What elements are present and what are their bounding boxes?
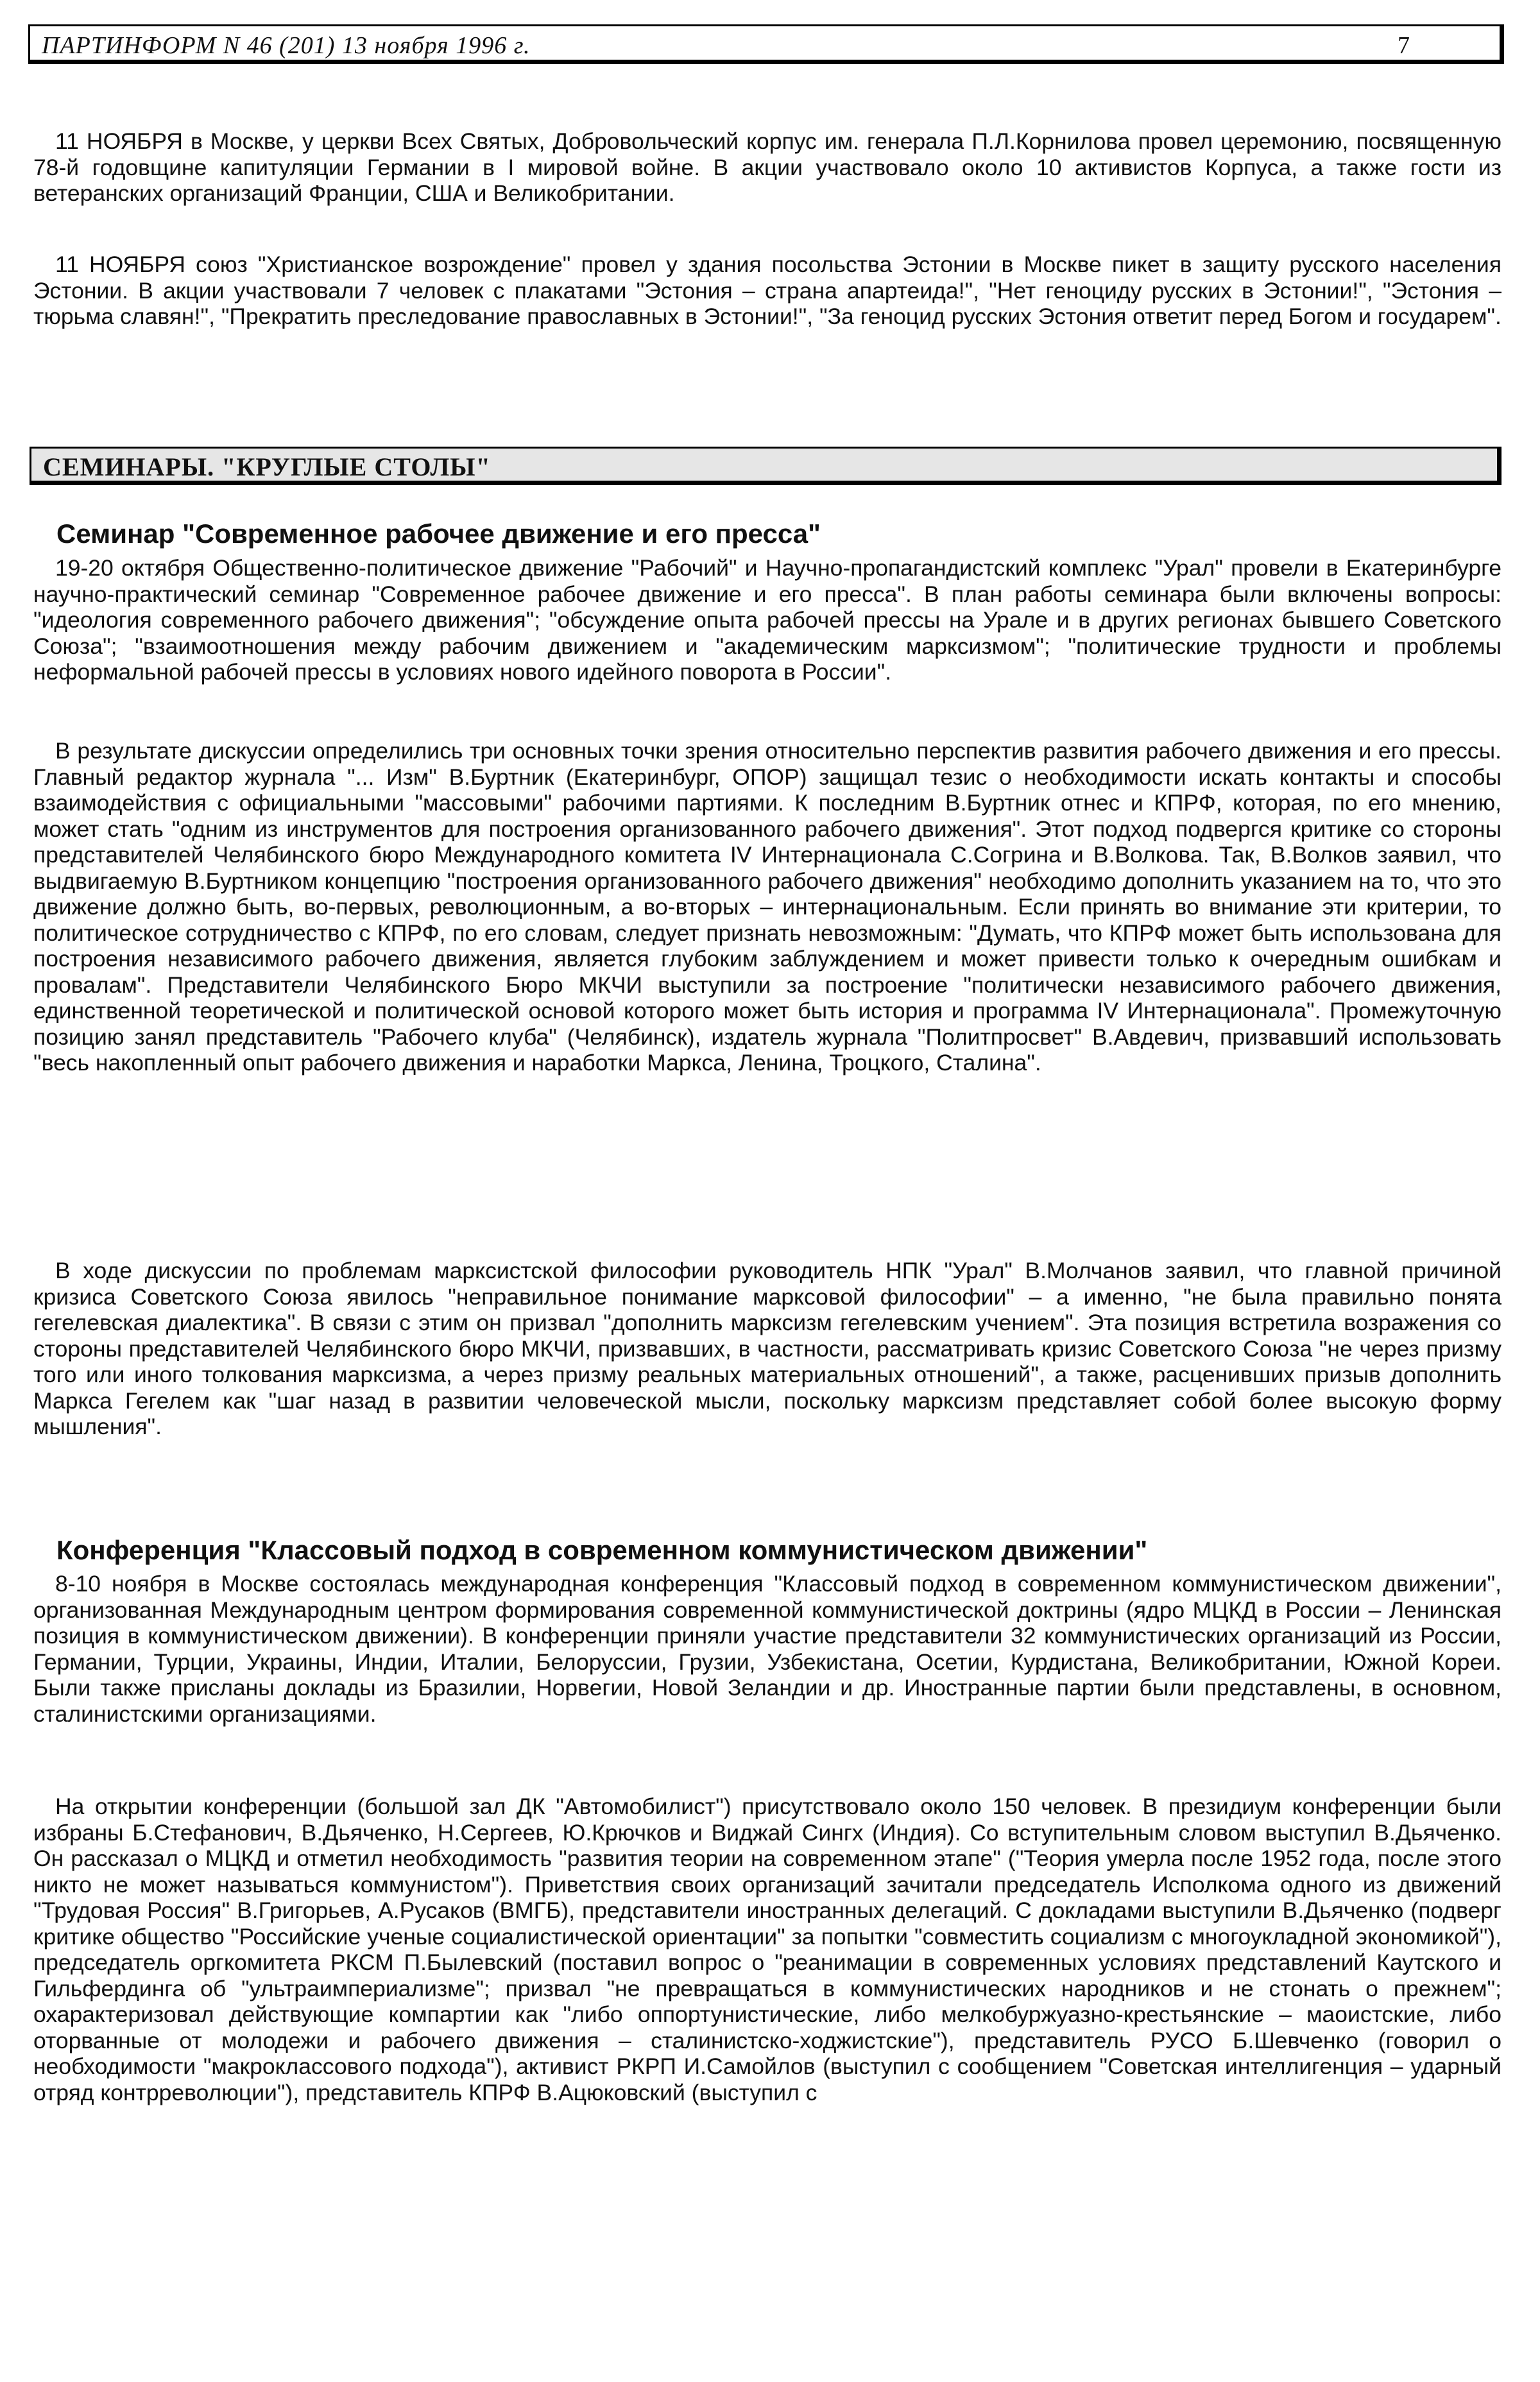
article-paragraph: 19-20 октября Общественно-политическое движение "Рабочий" и Научно-пропагандистский комплекс "Урал" провели в Екатеринбурге научно-практический семинар "Современное рабочее движение и его пресса". В план работы семинара были включены вопросы: "идеология современного рабочего движения"; "обсуждение опыта рабочей прессы на Урале и в других регионах бывшего Советского Союза"; "взаимоотношения между рабочим движением и "академическим марксизмом"; "политические трудности и проблемы неформальной рабочей прессы в условиях нового идейного поворота в России". — [33, 555, 1502, 685]
article-paragraph: В ходе дискуссии по проблемам марксистской философии руководитель НПК "Урал" В.Молчанов заявил, что главной причиной кризиса Советского Союза явилось "неправильное понимание марксовой философии" – а именно, "не была правильно понята гегелевская диалектика". В связи с этим он призвал "дополнить марксизм гегелевским учением". Эта позиция встретила возражения со стороны представителей Челябинского бюро МКЧИ, призвавших, в частности, рассматривать кризис Советского Союза "не через призму того или иного толкования марксизма, а через призму реальных материальных отношений", а также, расценивших призыв дополнить Маркса Гегелем как "шаг назад в развитии человеческой мысли, поскольку марксизм представляет собой более высокую форму мышления". — [33, 1258, 1502, 1439]
article-heading: Семинар "Современное рабочее движение и его пресса" — [56, 518, 821, 549]
publication-title: ПАРТИНФОРМ N 46 (201) 13 ноября 1996 г. — [42, 32, 531, 59]
article-paragraph: На открытии конференции (большой зал ДК "Автомобилист") присутствовало около 150 человек. В президиум конференции были избраны Б.Стефанович, В.Дьяченко, Н.Сергеев, Ю.Крючков и Виджай Сингх (Индия). Со вступительным словом выступил В.Дьяченко. Он рассказал о МЦКД и отметил необходимость "развития теории на современном этапе" ("Теория умерла после 1952 года, после этого никто не может называться коммунистом"). Приветствия своих организаций зачитали председатель Исполкома одного из движений "Трудовая Россия" В.Григорьев, А.Русаков (ВМГБ), представители иностранных делегаций. С докладами выступили В.Дьяченко (подверг критике общество "Российские ученые социалистической ориентации" за попытки "совместить социализм с многоукладной экономикой"), председатель оргкомитета РКСМ П.Былевский (поставил вопрос о "реанимации в современных условиях представлений Каутского и Гильфердинга об "ультраимпериализме"; призвал "не превращаться в коммунистических народников и не стонать о прежнем"; охарактеризовал действующие компартии как "либо оппортунистические, либо мелкобуржуазно-крестьянские – маоистские, либо оторванные от молодежи и рабочего движения – сталинистско-ходжистские"), представитель РУСО Б.Шевченко (говорил о необходимости "макроклассового подхода"), активист РКРП И.Самойлов (выступил с сообщением "Советская интеллигенция – ударный отряд контрреволюции"), представитель КПРФ В.Ацюковский (выступил с — [33, 1794, 1502, 2105]
article-paragraph: 8-10 ноября в Москве состоялась международная конференция "Классовый подход в современном коммунистическом движении", организованная Международным центром формирования современной коммунистической доктрины (ядро МЦКД в России – Ленинская позиция в коммунистическом движении). В конференции приняли участие представители 32 коммунистических организаций из России, Германии, Турции, Украины, Индии, Италии, Белоруссии, Грузии, Узбекистана, Осетии, Курдистана, Великобритании, Южной Кореи. Были также присланы доклады из Бразилии, Норвегии, Новой Зеландии и др. Иностранные партии были представлены, в основном, сталинистскими организациями. — [33, 1571, 1502, 1727]
article-heading: Конференция "Классовый подход в современном коммунистическом движении" — [56, 1535, 1148, 1565]
news-item: 11 НОЯБРЯ союз "Христианское возрождение" провел у здания посольства Эстонии в Москве пикет в защиту русского населения Эстонии. В акции участвовали 7 человек с плакатами "Эстония – страна апартеида!", "Нет геноциду русских в Эстонии!", "Эстония – тюрьма славян!", "Прекратить преследование православных в Эстонии!", "За геноцид русских Эстония ответит перед Богом и государем". — [33, 252, 1502, 329]
page-header — [28, 24, 1504, 64]
news-item: 11 НОЯБРЯ в Москве, у церкви Всех Святых, Добровольческий корпус им. генерала П.Л.Корнилова провел церемонию, посвященную 78-й годовщине капитуляции Германии в I мировой войне. В акции участвовало около 10 активистов Корпуса, а также гости из ветеранских организаций Франции, США и Великобритании. — [33, 128, 1502, 206]
article-paragraph: В результате дискуссии определились три основных точки зрения относительно перспектив развития рабочего движения и его прессы. Главный редактор журнала "... Изм" В.Буртник (Екатеринбург, ОПОР) защищал тезис о необходимости искать контакты и способы взаимодействия с официальными "массовыми" рабочими партиями. К последним В.Буртник отнес и КПРФ, которая, по его мнению, может стать "одним из инструментов для построения организованного рабочего движения". Этот подход подвергся критике со стороны представителей Челябинского бюро Международного комитета IV Интернационала С.Согрина и В.Волкова. Так, В.Волков заявил, что выдвигаемую В.Буртником концепцию "построения организованного рабочего движения" необходимо дополнить указанием на то, что это движение должно быть, во-первых, революционным, а во-вторых – интернациональным. Если принять во внимание эти критерии, то политическое сотрудничество с КПРФ, по его словам, следует признать невозможным: "Думать, что КПРФ может быть использована для построения независимого рабочего движения, является глубоким заблуждением и может привести только к очередным ошибкам и провалам". Представители Челябинского Бюро МКЧИ выступили за построение "политически независимого рабочего движения, единственной теоретической и политической основой которого может быть история и программа IV Интернационала". Промежуточную позицию занял представитель "Рабочего клуба" (Челябинск), издатель журнала "Политпросвет" В.Авдевич, призвавший использовать "весь накопленный опыт рабочего движения и наработки Маркса, Ленина, Троцкого, Сталина". — [33, 738, 1502, 1075]
section-title: СЕМИНАРЫ. "КРУГЛЫЕ СТОЛЫ" — [43, 452, 491, 481]
page-number: 7 — [1398, 32, 1410, 59]
section-header — [30, 447, 1502, 485]
